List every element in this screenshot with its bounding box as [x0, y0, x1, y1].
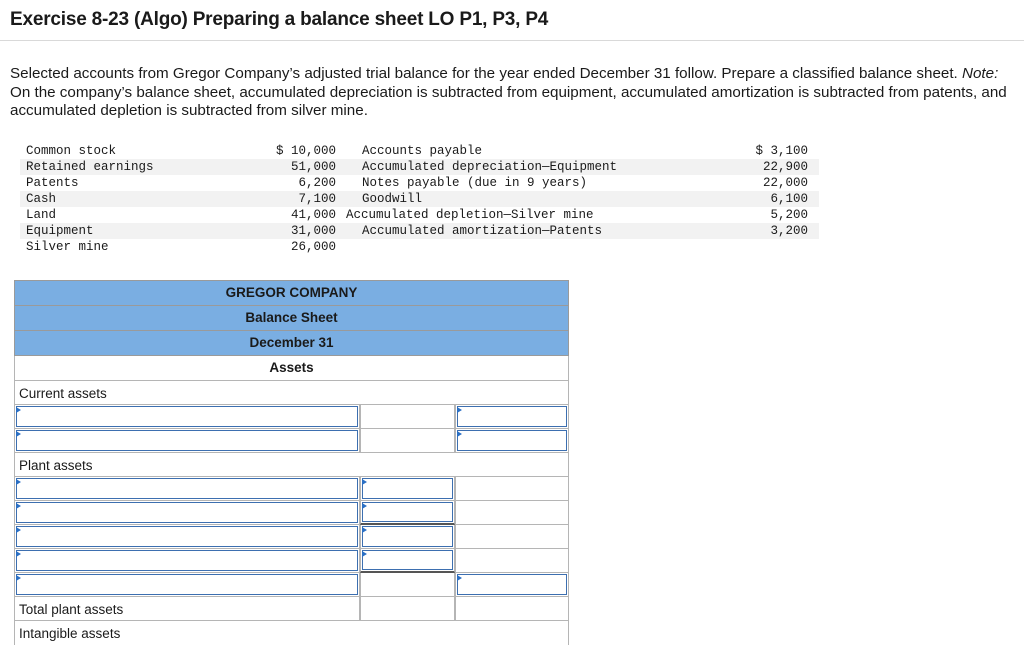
- account-row: [20, 223, 819, 239]
- balance-sheet-form: [14, 280, 569, 645]
- account-value: 41,000: [290, 208, 336, 222]
- dropdown-arrow-icon: [362, 503, 367, 509]
- account-value: 22,000: [762, 176, 808, 190]
- amount-input[interactable]: [360, 525, 455, 549]
- title-divider: [0, 40, 1024, 41]
- account-value: 51,000: [290, 160, 336, 174]
- amount-input[interactable]: [455, 573, 569, 597]
- account-select[interactable]: [14, 501, 360, 525]
- account-value: $ 3,100: [755, 144, 808, 158]
- dropdown-arrow-icon: [16, 527, 21, 533]
- total-plant-assets-row: [14, 597, 569, 621]
- account-value: 3,200: [770, 224, 808, 238]
- account-row: [20, 239, 819, 255]
- instructions-text-1: Selected accounts from Gregor Company’s adjusted trial balance for the year ended December 31 follow. Prepare a classified balance sheet.: [10, 65, 962, 82]
- account-row: [20, 207, 819, 223]
- account-value: 31,000: [290, 224, 336, 238]
- amount-cell: [455, 525, 569, 549]
- account-row: [20, 143, 819, 159]
- account-value: 26,000: [290, 240, 336, 254]
- account-name: Notes payable (due in 9 years): [362, 176, 588, 190]
- amount-cell: [360, 405, 455, 429]
- account-name: Accumulated depreciation—Equipment: [362, 160, 618, 174]
- account-name: Cash: [26, 192, 57, 206]
- dropdown-arrow-icon: [457, 575, 462, 581]
- account-name: Accumulated depletion—Silver mine: [346, 208, 594, 222]
- dropdown-arrow-icon: [362, 479, 367, 485]
- page-bottom-edge: [0, 646, 1024, 653]
- dropdown-arrow-icon: [16, 551, 21, 557]
- amount-input[interactable]: [455, 405, 569, 429]
- dropdown-arrow-icon: [16, 503, 21, 509]
- account-select[interactable]: [14, 405, 360, 429]
- account-name: Silver mine: [26, 240, 109, 254]
- amount-cell: [455, 597, 569, 621]
- account-name: Retained earnings: [26, 160, 154, 174]
- amount-input[interactable]: [455, 429, 569, 453]
- dropdown-arrow-icon: [16, 407, 21, 413]
- amount-cell: [455, 549, 569, 573]
- account-value: 6,200: [298, 176, 336, 190]
- amount-cell: [360, 573, 455, 597]
- account-name: Equipment: [26, 224, 94, 238]
- intangible-assets-label: Intangible assets: [14, 621, 569, 645]
- amount-input[interactable]: [360, 501, 455, 525]
- assets-heading: Assets: [14, 356, 569, 381]
- account-value: $ 10,000: [275, 144, 336, 158]
- dropdown-arrow-icon: [362, 551, 367, 557]
- account-select[interactable]: [14, 525, 360, 549]
- note-label: Note:: [962, 65, 999, 82]
- current-asset-row: [14, 429, 569, 453]
- dropdown-arrow-icon: [16, 479, 21, 485]
- account-row: [20, 175, 819, 191]
- account-value: 6,100: [770, 192, 808, 206]
- total-plant-assets-text: Total plant assets: [19, 602, 124, 617]
- account-value: 7,100: [298, 192, 336, 206]
- plant-asset-row: [14, 525, 569, 549]
- account-name: Accounts payable: [362, 144, 483, 158]
- page-title: Exercise 8-23 (Algo) Preparing a balance sheet LO P1, P3, P4: [10, 9, 549, 30]
- account-value: 22,900: [762, 160, 808, 174]
- statement-date: December 31: [14, 331, 569, 356]
- plant-asset-row: [14, 477, 569, 501]
- account-value: 5,200: [770, 208, 808, 222]
- account-name: Patents: [26, 176, 79, 190]
- amount-input[interactable]: [360, 477, 455, 501]
- account-select[interactable]: [14, 573, 360, 597]
- current-asset-row: [14, 405, 569, 429]
- plant-asset-row: [14, 549, 569, 573]
- account-name: Common stock: [26, 144, 117, 158]
- account-name: Goodwill: [362, 192, 423, 206]
- dropdown-arrow-icon: [457, 431, 462, 437]
- amount-cell: [455, 477, 569, 501]
- account-data-table: [20, 143, 819, 255]
- account-name: Land: [26, 208, 57, 222]
- amount-cell: [360, 429, 455, 453]
- amount-cell: [360, 597, 455, 621]
- account-select[interactable]: [14, 549, 360, 573]
- account-row: [20, 159, 819, 175]
- amount-cell: [455, 501, 569, 525]
- dropdown-arrow-icon: [362, 527, 367, 533]
- dropdown-arrow-icon: [16, 431, 21, 437]
- account-name: Accumulated amortization—Patents: [362, 224, 603, 238]
- account-row: [20, 191, 819, 207]
- account-select[interactable]: [14, 429, 360, 453]
- plant-asset-row: [14, 573, 569, 597]
- company-name: GREGOR COMPANY: [14, 280, 569, 306]
- instructions: [10, 65, 1010, 121]
- instructions-text-2: On the company’s balance sheet, accumulated depreciation is subtracted from equipment, accumulated amortization is subtracted from patents, and accumulated depletion is subtracted from silver mine.: [10, 83, 1007, 119]
- plant-asset-row: [14, 501, 569, 525]
- plant-assets-label: Plant assets: [14, 453, 569, 477]
- statement-title: Balance Sheet: [14, 306, 569, 331]
- amount-input[interactable]: [360, 549, 455, 573]
- total-plant-assets-label: [14, 597, 360, 621]
- dropdown-arrow-icon: [16, 575, 21, 581]
- account-select[interactable]: [14, 477, 360, 501]
- dropdown-arrow-icon: [457, 407, 462, 413]
- current-assets-label: Current assets: [14, 381, 569, 405]
